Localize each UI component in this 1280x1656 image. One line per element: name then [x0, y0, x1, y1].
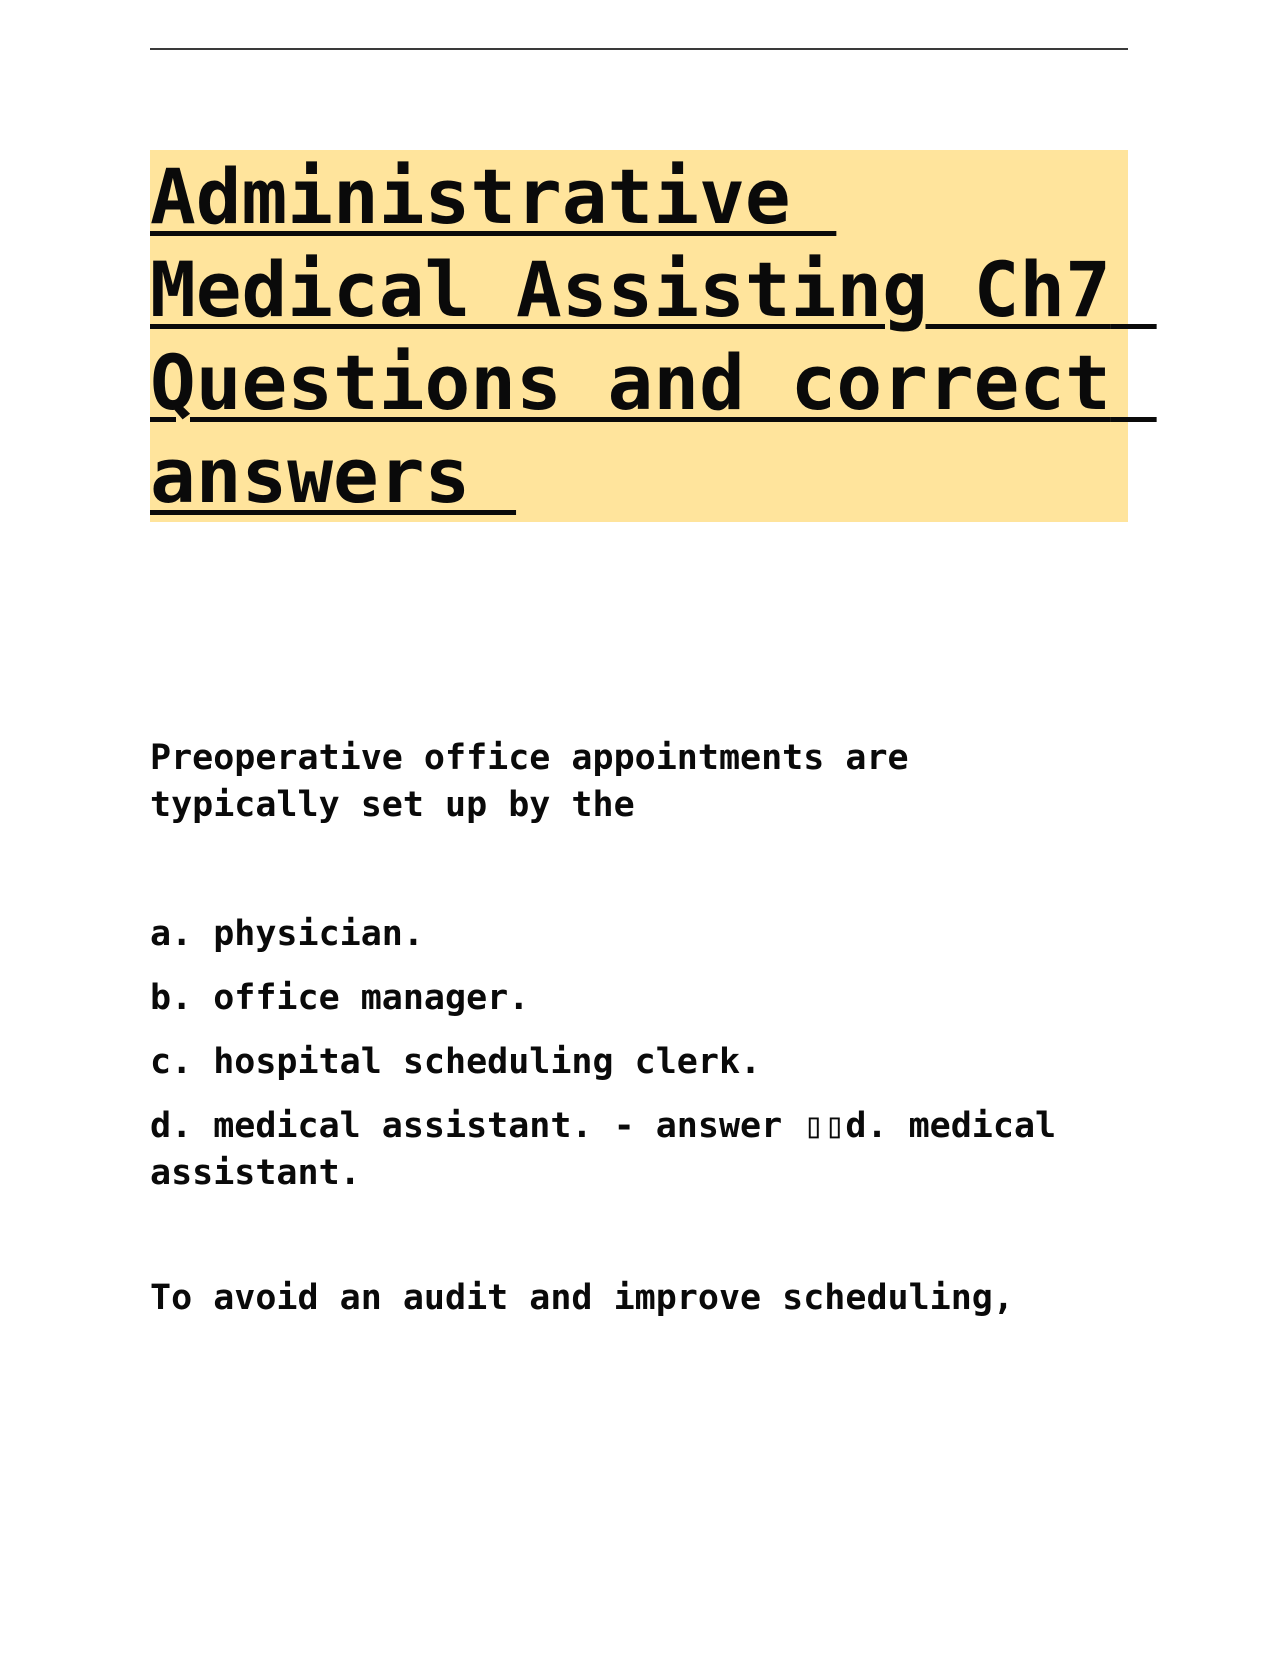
option-c: c. hospital scheduling clerk.	[150, 1042, 762, 1082]
option-b: b. office manager.	[150, 978, 530, 1018]
document-title: Administrative Medical Assisting Ch7 Questions and correct answers	[150, 152, 1111, 520]
option-a: a. physician.	[150, 914, 424, 954]
header-rule	[150, 48, 1128, 50]
option-d-with-answer: d. medical assistant. - answer ▯▯d. medical assistant.	[150, 1106, 1057, 1193]
title-highlight	[150, 150, 1128, 522]
question-1-options	[150, 911, 1128, 1214]
question-2-text: To avoid an audit and improve scheduling,	[150, 1278, 1014, 1318]
question-1-text: Preoperative office appointments are typically set up by the	[150, 738, 909, 825]
